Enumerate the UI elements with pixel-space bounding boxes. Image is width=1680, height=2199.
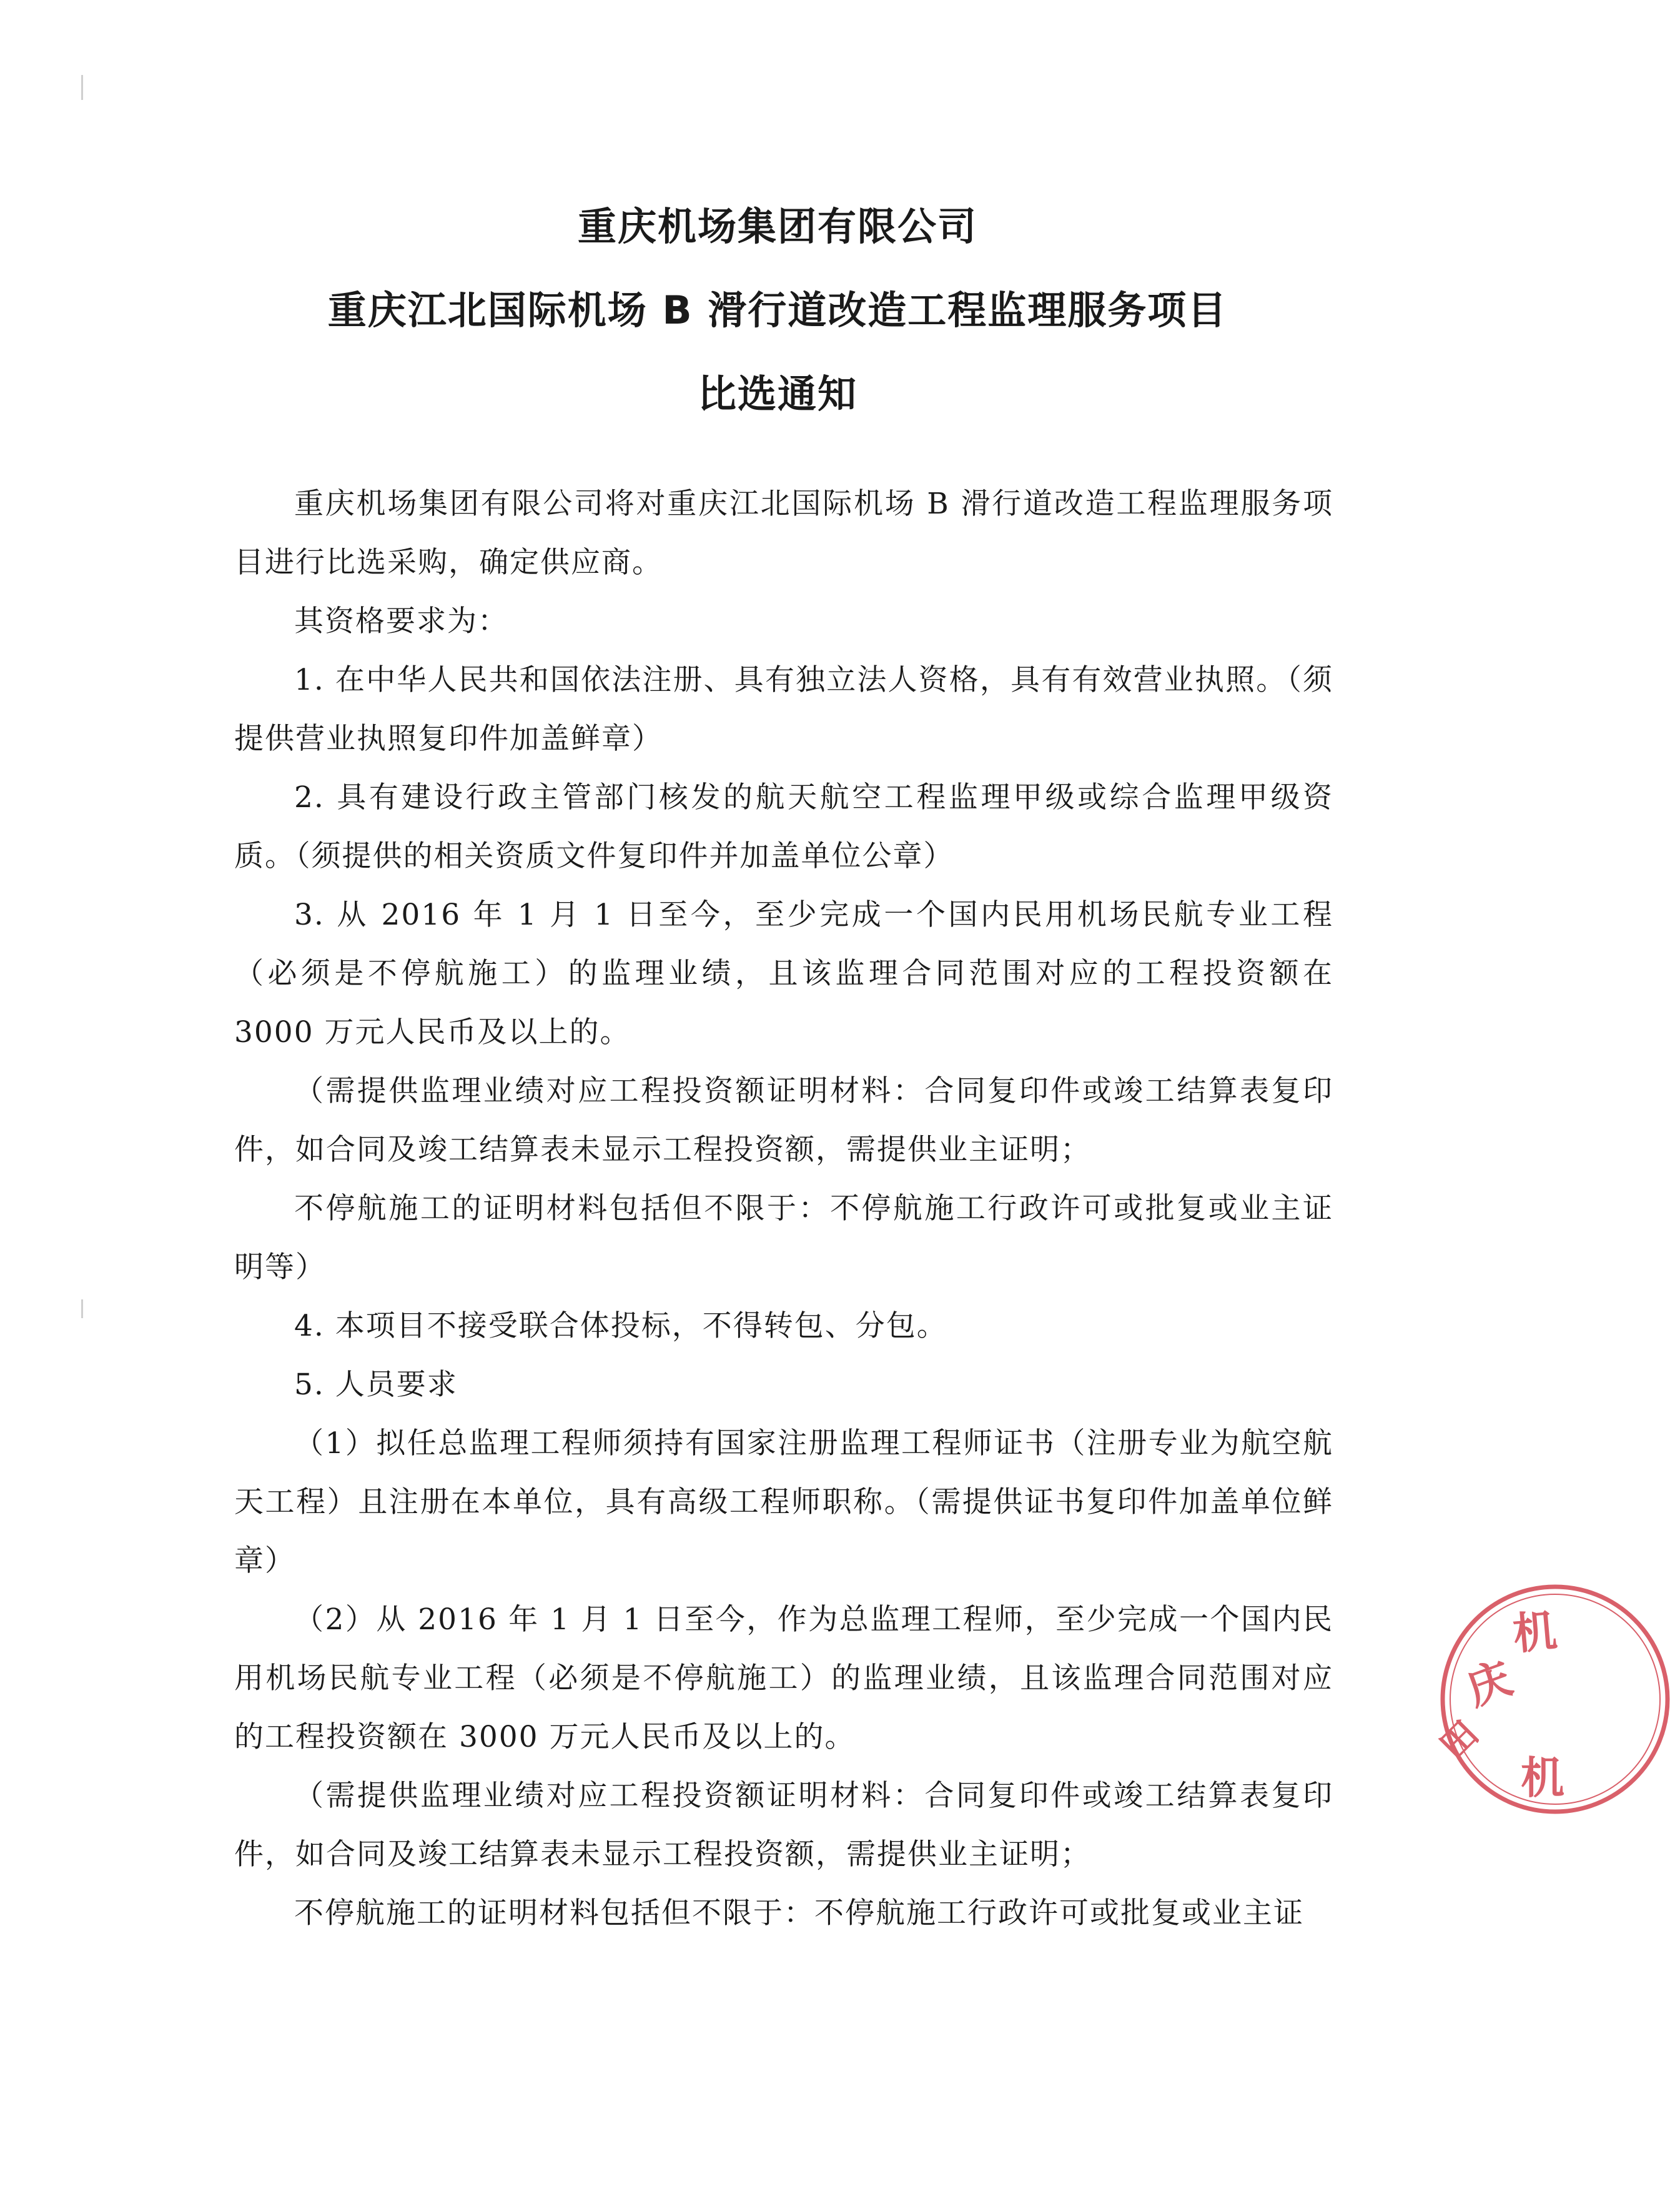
requirement-5: 5. 人员要求 [294,1368,458,1402]
scan-edge-mark [81,1299,83,1318]
svg-text:庆: 庆 [1460,1652,1519,1715]
personnel-1: （1）拟任总监理工程师须持有国家注册监理工程师证书（注册专业为航空航天工程）且注册在本单位，具有高级工程师职称。（需提供证书复印件加盖单位鲜章） [234,1426,1333,1578]
personnel-2-note-cont: 不停航施工的证明材料包括但不限于：不停航施工行政许可或批复或业主证 [294,1896,1304,1930]
notice-title: 比选通知 [697,371,857,417]
requirement-4: 4. 本项目不接受联合体投标，不得转包、分包。 [294,1309,947,1343]
requirement-3: 3. 从 2016 年 1 月 1 日至今，至少完成一个国内民用机场民航专业工程（必须是不停航施工）的监理业绩，且该监理合同范围对应的工程投资额在 3000 万元人民币及以上的。 [234,898,1333,1050]
scan-edge-mark [81,75,83,100]
requirement-2: 2. 具有建设行政主管部门核发的航天航空工程监理甲级或综合监理甲级资质。（须提供的相关资质文件复印件并加盖单位公章） [234,780,1333,873]
svg-text:机: 机 [1521,1752,1564,1804]
personnel-2: （2）从 2016 年 1 月 1 日至今，作为总监理工程师，至少完成一个国内民用机场民航专业工程（必须是不停航施工）的监理业绩，且该监理合同范围对应的工程投资额在 3000 万元人民币及以上的。 [234,1602,1333,1754]
requirement-3-note-cont: 不停航施工的证明材料包括但不限于：不停航施工行政许可或批复或业主证明等） [234,1191,1333,1284]
personnel-2-note: （需提供监理业绩对应工程投资额证明材料：合同复印件或竣工结算表复印件，如合同及竣工结算表未显示工程投资额，需提供业主证明； [234,1779,1333,1872]
notice-body [234,475,1333,1943]
company-title: 重庆机场集团有限公司 [577,204,977,249]
requirement-3-note: （需提供监理业绩对应工程投资额证明材料：合同复印件或竣工结算表复印件，如合同及竣工结算表未显示工程投资额，需提供业主证明； [234,1074,1333,1167]
company-seal [1430,1574,1680,1824]
qualification-heading: 其资格要求为： [294,604,508,638]
intro-paragraph: 重庆机场集团有限公司将对重庆江北国际机场 B 滑行道改造工程监理服务项目进行比选采购，确定供应商。 [234,487,1333,580]
svg-text:田: 田 [1431,1712,1487,1768]
requirement-1: 1. 在中华人民共和国依法注册、具有独立法人资格，具有有效营业执照。（须提供营业执照复印件加盖鲜章） [234,663,1333,756]
svg-text:机: 机 [1511,1605,1559,1660]
project-title: 重庆江北国际机场 B 滑行道改造工程监理服务项目 [327,287,1228,333]
